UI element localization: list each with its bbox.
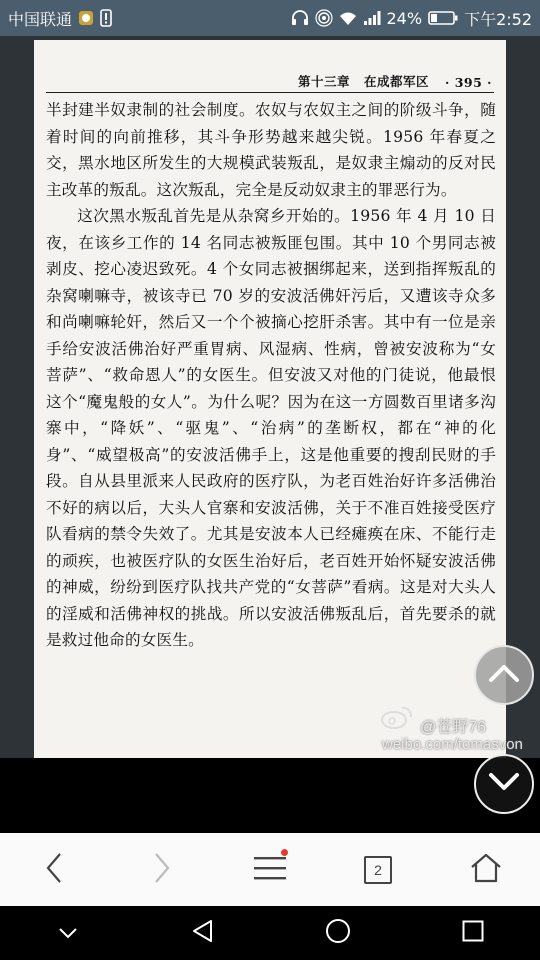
carrier-label: 中国联通 — [8, 9, 73, 29]
back-button[interactable] — [24, 840, 84, 900]
signal-icon — [363, 10, 381, 26]
tabs-button[interactable] — [348, 840, 408, 900]
chapter-label: 第十三章 — [297, 74, 350, 89]
header-divider — [46, 92, 494, 93]
notification-dot — [281, 849, 288, 856]
browser-toolbar — [0, 833, 540, 906]
paragraph: 这次黑水叛乱首先是从杂窝乡开始的。1956 年 4 月 10 日夜，在该乡工作的 14 名同志被叛匪包围。其中 10 个男同志被剥皮、挖心凌迟致死。4 个女同志被捆绑起来，送到指挥叛乱的杂窝喇嘛寺，被该寺已 70 岁的安波活佛奸污后，又遭该寺众多和尚喇嘛轮奸，然后又一个个被摘心挖肝杀害。其中有一位是亲手给安波活佛治好严重胃病、风湿病、性病，曾被安波称为“女菩萨”、“救命恩人”的女医生。但安波又对他的门徒说，他最恨这个“魔鬼般的女人”。为什么呢？因为在这一方圆数百里诸多沟寨中，“降妖”、“驱鬼”、“治病”的垄断权，都在“神的化身”、“威望极高”的安波活佛手上，这是他重要的搜刮民财的手段。自从县里派来人民政府的医疗队，为老百姓治好许多活佛治不好的病以后，大头人官寨和安波活佛，关于不准百姓接受医疗队看病的禁令失效了。尤其是安波本人已经瘫痪在床、不能行走的顽疾，也被医疗队的女医生治好后，老百姓开始怀疑安波活佛的神威，纷纷到医疗队找共产党的“女菩萨”看病。这是对大头人的淫威和活佛神权的挑战。所以安波活佛叛乱后，首先要杀的就是救过他命的女医生。 — [46, 207, 496, 649]
tab-count: 2 — [364, 856, 392, 884]
book-page — [34, 40, 506, 758]
paragraph: 半封建半奴隶制的社会制度。农奴与农奴主之间的阶级斗争，随着时间的向前推移，其斗争形势越来越尖锐。1956 年春夏之交，黑水地区所发生的大规模武装叛乱，是奴隶主煽动的反对民主改革的叛乱。这次叛乱，完全是反动奴隶主的罪恶行为。 — [46, 101, 496, 199]
page-body — [46, 97, 496, 654]
chevron-down-icon — [488, 772, 520, 796]
system-nav-bar — [0, 906, 540, 960]
triangle-back-icon — [191, 919, 215, 947]
battery-percent: 24% — [386, 8, 423, 28]
chevron-right-icon — [153, 852, 171, 888]
weibo-logo-icon — [380, 704, 414, 730]
chevron-up-icon — [488, 663, 520, 687]
app-notification-icon — [78, 10, 94, 26]
menu-button[interactable] — [240, 840, 300, 900]
hamburger-menu-icon — [253, 855, 287, 885]
headphones-icon — [291, 10, 309, 26]
page-number: · 395 · — [445, 75, 492, 90]
scroll-down-button[interactable] — [474, 754, 534, 814]
home-icon — [470, 853, 502, 887]
nav-collapse-button[interactable] — [38, 906, 98, 960]
reader-content[interactable] — [0, 36, 540, 758]
square-recents-icon — [462, 920, 484, 946]
watermark-handle: @苍野76 — [420, 719, 487, 736]
weibo-watermark — [380, 702, 540, 758]
status-bar — [0, 0, 540, 36]
section-label: 在成都军区 — [363, 74, 429, 89]
scroll-up-button[interactable] — [474, 645, 534, 705]
nav-home-button[interactable] — [308, 906, 368, 960]
nav-recents-button[interactable] — [443, 906, 503, 960]
watermark-url: weibo.com/tomasvon — [382, 736, 523, 753]
home-button[interactable] — [456, 840, 516, 900]
wifi-icon — [339, 10, 357, 26]
alert-notification-icon — [100, 9, 112, 27]
hotspot-icon — [315, 9, 333, 27]
circle-home-icon — [325, 918, 351, 948]
battery-icon — [428, 10, 458, 26]
clock: 下午2:52 — [464, 9, 532, 29]
chevron-down-icon — [58, 924, 78, 943]
forward-button[interactable] — [132, 840, 192, 900]
nav-back-button[interactable] — [173, 906, 233, 960]
chevron-left-icon — [45, 852, 63, 888]
page-header — [46, 68, 492, 90]
